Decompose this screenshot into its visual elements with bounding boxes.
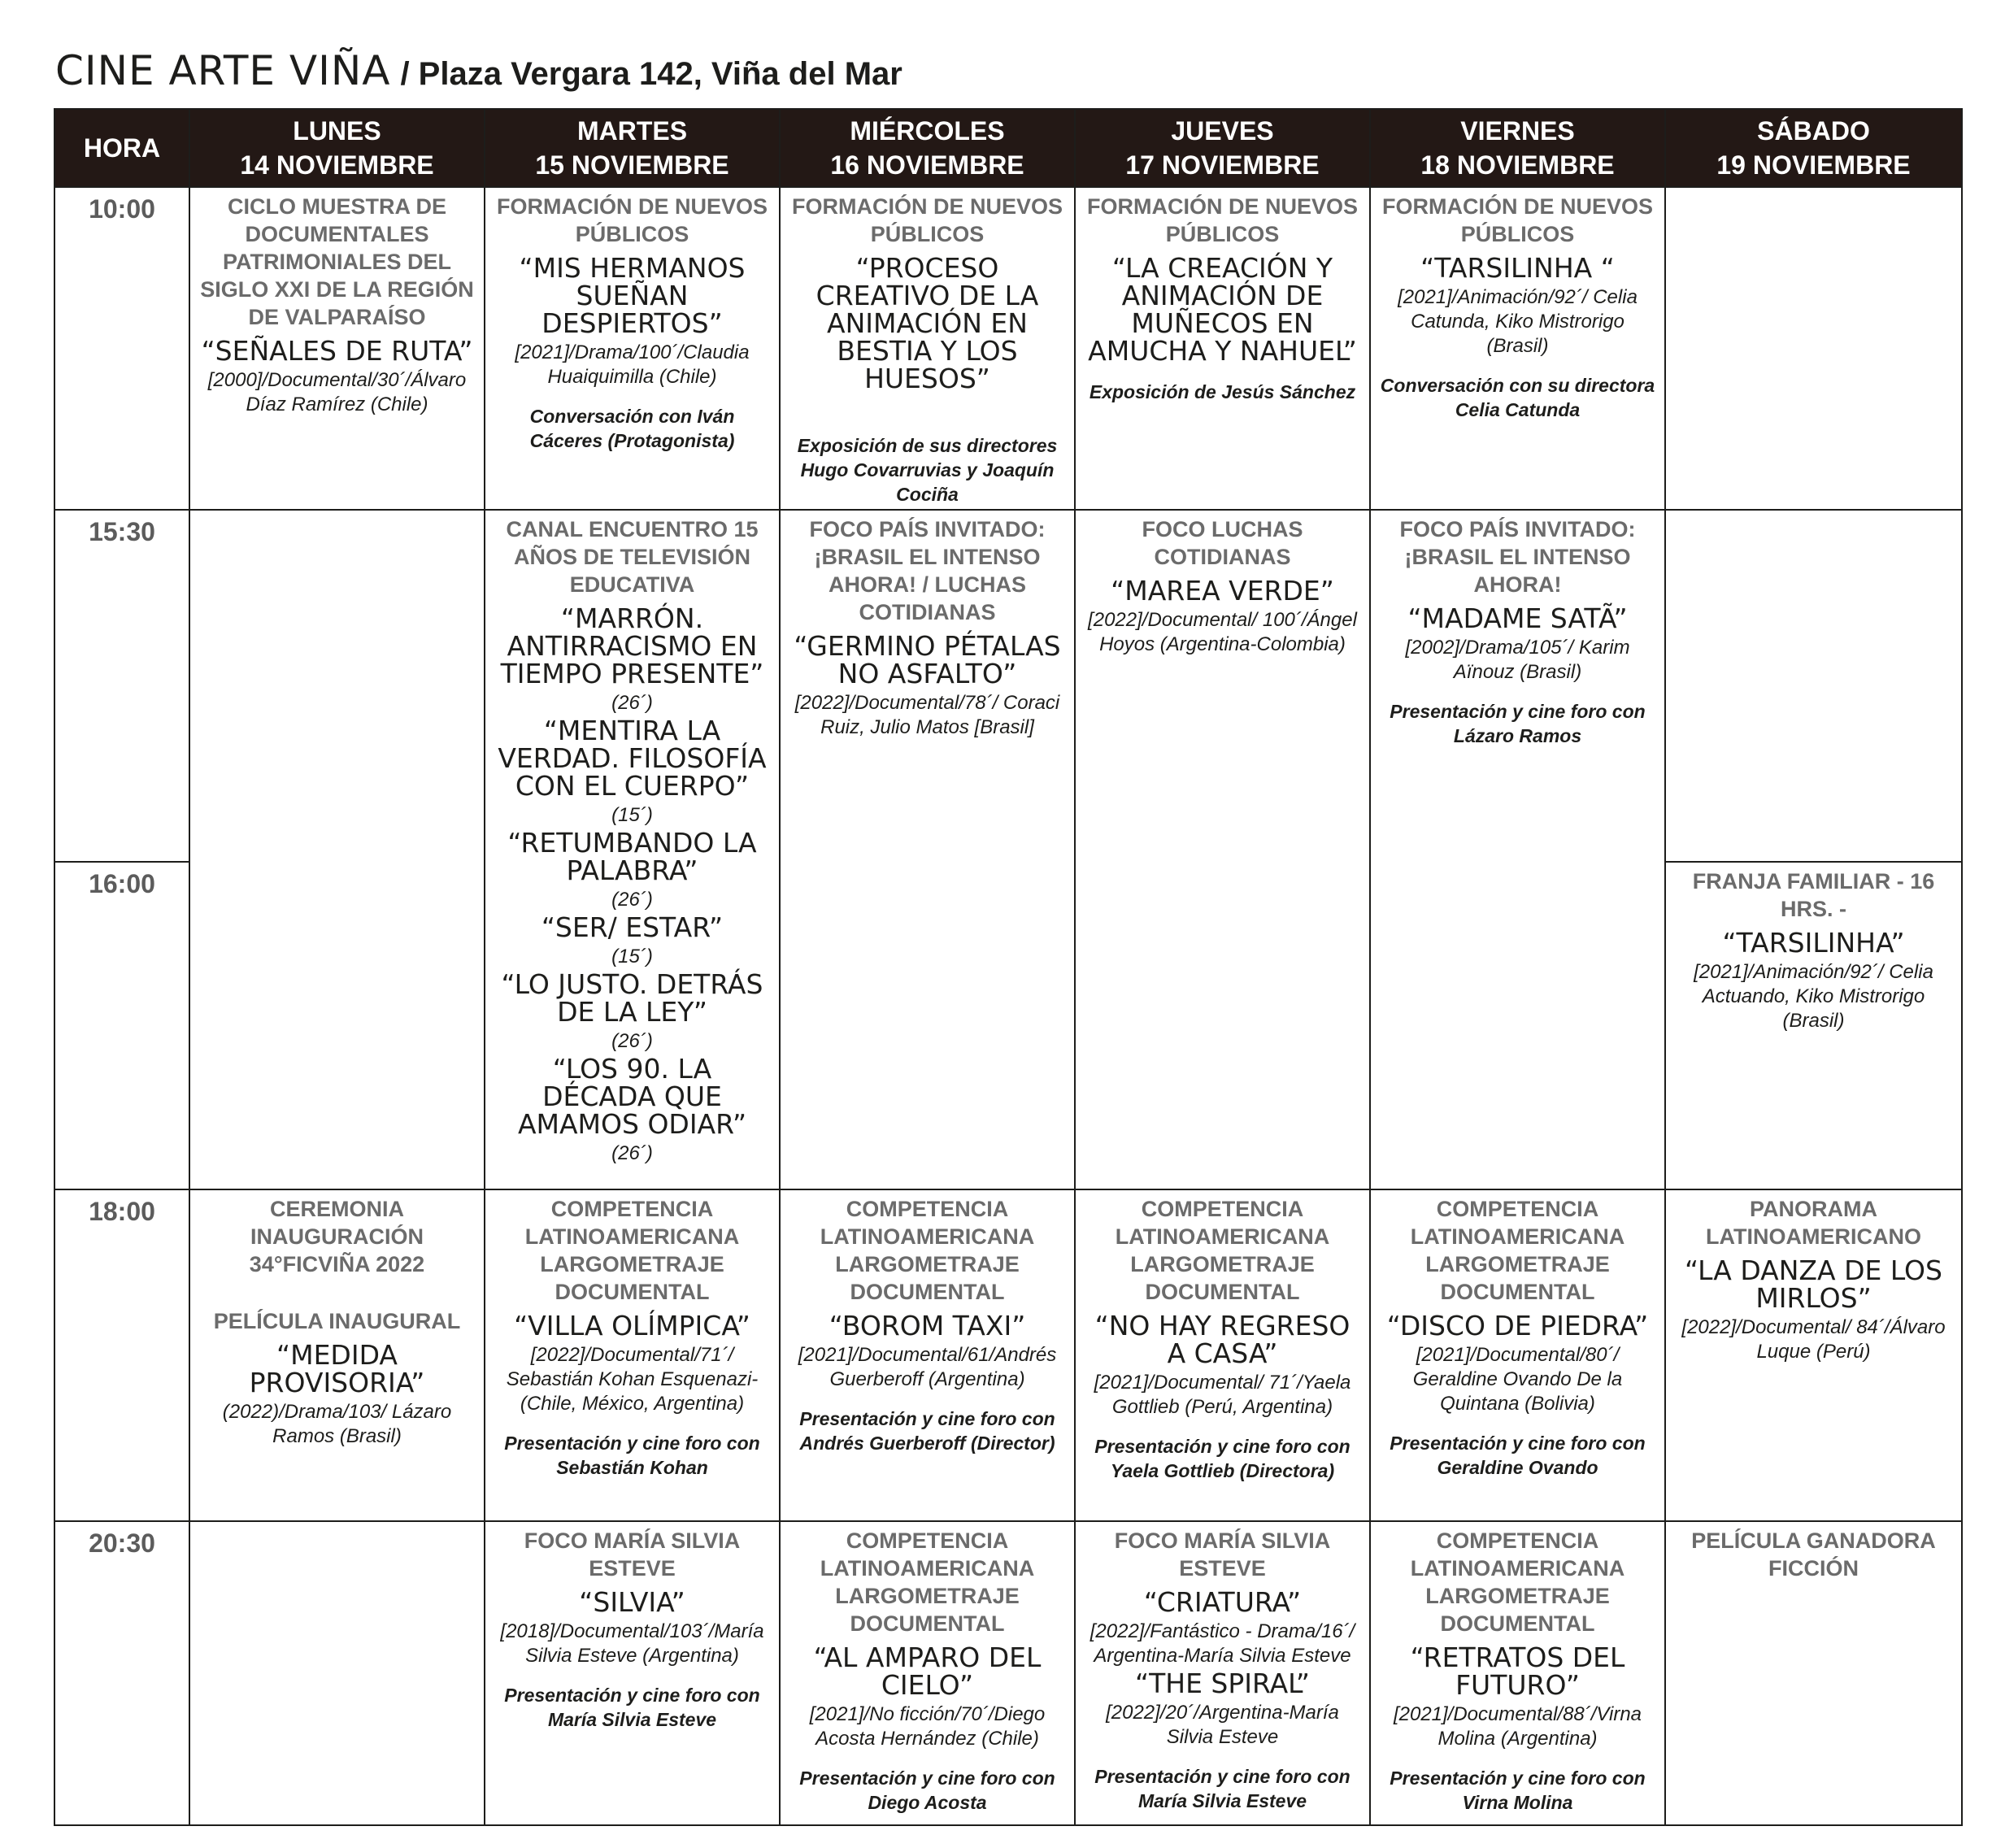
film-details: [2021]/Documental/88´/Virna Molina (Argentina): [1393, 1703, 1642, 1750]
film-title: “AL AMPARO DEL CIELO”: [813, 1641, 1042, 1701]
slot-sabado-2030: [1665, 1521, 1962, 1825]
event-note: Conversación con Iván Cáceres (Protagonista): [529, 406, 735, 451]
film-details: [2021]/Documental/ 71´/Yaela Gottlieb (Perú, Argentina): [1094, 1372, 1351, 1418]
film-details: [2021]/No ficción/70´/Diego Acosta Hernández (Chile): [809, 1703, 1046, 1750]
film-details: [2021]/Documental/80´/ Geraldine Ovando De la Quintana (Bolivia): [1412, 1344, 1623, 1415]
day-name: MARTES: [576, 116, 688, 146]
film-details: [2022]/Documental/ 84´/Álvaro Luque (Perú): [1681, 1316, 1946, 1363]
row-2030: [54, 1521, 1962, 1825]
film-details: [2021]/Drama/100´/Claudia Huaiquimilla (Chile): [515, 341, 750, 388]
slot-sabado-1530: [1665, 510, 1962, 862]
film-title: “RETRATOS DEL FUTURO”: [1410, 1641, 1625, 1701]
slot-miercoles-1000: [780, 187, 1075, 510]
film-title: “LA DANZA DE LOS MIRLOS”: [1685, 1254, 1942, 1314]
slot-miercoles-1800: [780, 1189, 1075, 1521]
film-title: “DISCO DE PIEDRA”: [1386, 1310, 1649, 1341]
day-date: 16 NOVIEMBRE: [830, 150, 1024, 180]
event-note: Exposición de Jesús Sánchez: [1089, 381, 1356, 402]
program-category: FRANJA FAMILIAR - 16 HRS. -: [1692, 869, 1935, 921]
program-category: FORMACIÓN DE NUEVOS PÚBLICOS: [496, 194, 768, 246]
program-category: FORMACIÓN DE NUEVOS PÚBLICOS: [1086, 194, 1359, 246]
slot-sabado-1800: [1665, 1189, 1962, 1521]
slot-martes-1530: [485, 510, 780, 1189]
film-duration: (26´): [611, 692, 653, 714]
header-hora: [54, 109, 189, 187]
program-category: PANORAMA LATINOAMERICANO: [1706, 1197, 1921, 1249]
film-details: [2002]/Drama/105´/ Karim Aïnouz (Brasil): [1405, 637, 1630, 683]
slot-lunes-1530: [189, 510, 485, 1189]
slot-miercoles-2030: [780, 1521, 1075, 1825]
time-label: 20:30: [89, 1528, 155, 1558]
event-note: Presentación y cine foro con Virna Molina: [1390, 1768, 1646, 1813]
day-name: MIÉRCOLES: [850, 116, 1005, 146]
film-title: “LOS 90. LA DÉCADA QUE AMAMOS ODIAR”: [517, 1053, 747, 1140]
program-category: COMPETENCIA LATINOAMERICANA LARGOMETRAJE DOCUMENTAL: [820, 1197, 1035, 1304]
film-title: “MADAME SATÃ”: [1407, 602, 1628, 634]
film-title: “SEÑALES DE RUTA”: [201, 335, 473, 367]
event-note: Presentación y cine foro con Yaela Gottlieb (Directora): [1094, 1436, 1350, 1481]
header-lunes: [189, 109, 485, 187]
film-details: [2000]/Documental/30´/Álvaro Díaz Ramírez (Chile): [207, 369, 467, 415]
film-details: [2022]/Documental/78´/ Coraci Ruiz, Julio Matos [Brasil]: [794, 692, 1060, 738]
film-title: “MARRÓN. ANTIRRACISMO EN TIEMPO PRESENTE”: [500, 602, 764, 689]
film-title: “LO JUSTO. DETRÁS DE LA LEY”: [501, 968, 763, 1028]
slot-martes-2030: [485, 1521, 780, 1825]
header-miercoles: [780, 109, 1075, 187]
event-note: Presentación y cine foro con Andrés Guerberoff (Director): [799, 1408, 1055, 1454]
film-title: “VILLA OLÍMPICA”: [514, 1310, 750, 1341]
film-details: [2021]/Documental/61/Andrés Guerberoff (Argentina): [798, 1344, 1057, 1390]
time-label: 10:00: [89, 194, 155, 224]
program-category: COMPETENCIA LATINOAMERICANA LARGOMETRAJE DOCUMENTAL: [524, 1197, 740, 1304]
time-cell: [54, 1521, 189, 1825]
slot-lunes-1800: [189, 1189, 485, 1521]
film-title: “MEDIDA PROVISORIA”: [249, 1339, 425, 1398]
film-title: “NO HAY REGRESO A CASA”: [1094, 1310, 1350, 1369]
film-details: [2022]/Documental/71´/ Sebastián Kohan Esquenazi-(Chile, México, Argentina): [506, 1344, 759, 1415]
day-name: JUEVES: [1171, 116, 1274, 146]
day-date: 17 NOVIEMBRE: [1125, 150, 1320, 180]
program-category: COMPETENCIA LATINOAMERICANA LARGOMETRAJE DOCUMENTAL: [1410, 1197, 1625, 1304]
program-category: FORMACIÓN DE NUEVOS PÚBLICOS: [791, 194, 1063, 246]
day-date: 14 NOVIEMBRE: [240, 150, 434, 180]
film-duration: (15´): [611, 804, 653, 826]
event-note: Exposición de sus directores Hugo Covarruvias y Joaquín Cociña: [797, 435, 1058, 505]
schedule-table: [54, 108, 1963, 1826]
program-category: COMPETENCIA LATINOAMERICANA LARGOMETRAJE DOCUMENTAL: [820, 1528, 1035, 1636]
film-title-2: “THE SPIRAL”: [1135, 1668, 1310, 1699]
header-row: [54, 109, 1962, 187]
film-title: “SILVIA”: [579, 1586, 685, 1618]
day-date: 19 NOVIEMBRE: [1716, 150, 1911, 180]
slot-martes-1000: [485, 187, 780, 510]
header-label: HORA: [83, 133, 161, 163]
film-duration: (26´): [611, 1030, 653, 1052]
program-category: FOCO PAÍS INVITADO: ¡BRASIL EL INTENSO AHORA! / LUCHAS COTIDIANAS: [809, 517, 1046, 624]
program-category: FOCO PAÍS INVITADO: ¡BRASIL EL INTENSO AHORA!: [1399, 517, 1636, 597]
time-label: 16:00: [89, 869, 155, 898]
film-details: [2021]/Animación/92´/ Celia Catunda, Kiko Mistrorigo (Brasil): [1398, 286, 1638, 357]
film-title: “MENTIRA LA VERDAD. FILOSOFÍA CON EL CUERPO”: [498, 715, 767, 802]
slot-lunes-2030: [189, 1521, 485, 1825]
slot-sabado-1000: [1665, 187, 1962, 510]
time-cell: [54, 510, 189, 862]
row-1800: [54, 1189, 1962, 1521]
film-title: “BOROM TAXI”: [829, 1310, 1026, 1341]
slot-viernes-1800: [1370, 1189, 1665, 1521]
program-category: COMPETENCIA LATINOAMERICANA LARGOMETRAJE DOCUMENTAL: [1410, 1528, 1625, 1636]
header-martes: [485, 109, 780, 187]
event-note: Presentación y cine foro con María Silvia Esteve: [1094, 1766, 1350, 1811]
event-note: Presentación y cine foro con Diego Acosta: [799, 1768, 1055, 1813]
program-category: COMPETENCIA LATINOAMERICANA LARGOMETRAJE DOCUMENTAL: [1115, 1197, 1330, 1304]
film-title: “LA CREACIÓN Y ANIMACIÓN DE MUÑECOS EN AMUCHA Y NAHUEL”: [1088, 252, 1357, 367]
film-title: “TARSILINHA “: [1420, 252, 1615, 284]
venue-name: CINE ARTE VIÑA: [55, 47, 391, 94]
event-note: Presentación y cine foro con Lázaro Ramos: [1390, 701, 1646, 746]
film-details-2: [2022]/20´/Argentina-María Silvia Esteve: [1106, 1702, 1339, 1748]
time-cell: [54, 1189, 189, 1521]
row-1000: [54, 187, 1962, 510]
slot-lunes-1000: [189, 187, 485, 510]
row-1530: [54, 510, 1962, 862]
film-title: “CRIATURA”: [1143, 1586, 1302, 1618]
time-label: 18:00: [89, 1197, 155, 1226]
program-category: CICLO MUESTRA DE DOCUMENTALES PATRIMONIALES DEL SIGLO XXI DE LA REGIÓN DE VALPARAÍSO: [200, 194, 474, 329]
event-note: Presentación y cine foro con María Silvia Esteve: [504, 1685, 760, 1730]
slot-jueves-1000: [1075, 187, 1370, 510]
time-label: 15:30: [89, 517, 155, 546]
program-category: FOCO MARÍA SILVIA ESTEVE: [1114, 1528, 1331, 1581]
header-jueves: [1075, 109, 1370, 187]
slot-viernes-2030: [1370, 1521, 1665, 1825]
program-category: FOCO LUCHAS COTIDIANAS: [1142, 517, 1303, 569]
slot-viernes-1530: [1370, 510, 1665, 1189]
film-duration: (26´): [611, 1142, 653, 1164]
page-title: [55, 47, 902, 94]
day-name: LUNES: [293, 116, 381, 146]
film-details: [2022]/Documental/ 100´/Ángel Hoyos (Argentina-Colombia): [1088, 609, 1357, 655]
film-title: “PROCESO CREATIVO DE LA ANIMACIÓN EN BESTIA Y LOS HUESOS”: [816, 252, 1039, 394]
film-details: [2018]/Documental/103´/María Silvia Esteve (Argentina): [500, 1620, 764, 1667]
time-cell: [54, 862, 189, 1189]
event-note: Conversación con su directora Celia Catunda: [1380, 375, 1655, 420]
program-category: CANAL ENCUENTRO 15 AÑOS DE TELEVISIÓN EDUCATIVA: [506, 517, 759, 597]
day-name: VIERNES: [1460, 116, 1575, 146]
day-date: 15 NOVIEMBRE: [535, 150, 729, 180]
film-title: “GERMINO PÉTALAS NO ASFALTO”: [794, 630, 1061, 689]
event-note: Presentación y cine foro con Sebastián Kohan: [504, 1433, 760, 1478]
slot-sabado-1600: [1665, 862, 1962, 1189]
slot-jueves-2030: [1075, 1521, 1370, 1825]
film-title: “MIS HERMANOS SUEÑAN DESPIERTOS”: [519, 252, 746, 339]
slot-viernes-1000: [1370, 187, 1665, 510]
film-details: (2022)/Drama/103/ Lázaro Ramos (Brasil): [222, 1401, 452, 1447]
day-name: SÁBADO: [1757, 116, 1870, 146]
day-date: 18 NOVIEMBRE: [1420, 150, 1615, 180]
slot-jueves-1800: [1075, 1189, 1370, 1521]
film-duration: (26´): [611, 889, 653, 911]
header-viernes: [1370, 109, 1665, 187]
film-title: “SER/ ESTAR”: [541, 911, 724, 943]
venue-address: / Plaza Vergara 142, Viña del Mar: [400, 56, 902, 92]
film-details: [2021]/Animación/92´/ Celia Actuando, Kiko Mistrorigo (Brasil): [1694, 961, 1933, 1032]
slot-martes-1800: [485, 1189, 780, 1521]
program-category: FORMACIÓN DE NUEVOS PÚBLICOS: [1381, 194, 1654, 246]
film-title: “RETUMBANDO LA PALABRA”: [507, 827, 757, 886]
program-category: CEREMONIA INAUGURACIÓN 34°FICVIÑA 2022: [249, 1197, 425, 1276]
event-note: Presentación y cine foro con Geraldine Ovando: [1390, 1433, 1646, 1478]
film-title: “MAREA VERDE”: [1111, 575, 1334, 607]
program-category: PELÍCULA GANADORA FICCIÓN: [1691, 1528, 1936, 1581]
header-sabado: [1665, 109, 1962, 187]
program-category: FOCO MARÍA SILVIA ESTEVE: [524, 1528, 741, 1581]
film-title: “TARSILINHA”: [1722, 927, 1905, 959]
slot-miercoles-1530: [780, 510, 1075, 1189]
program-subcategory: PELÍCULA INAUGURAL: [213, 1309, 461, 1333]
film-duration: (15´): [611, 946, 653, 967]
time-cell: [54, 187, 189, 510]
slot-jueves-1530: [1075, 510, 1370, 1189]
film-details: [2022]/Fantástico - Drama/16´/ Argentina-María Silvia Esteve: [1090, 1620, 1355, 1667]
